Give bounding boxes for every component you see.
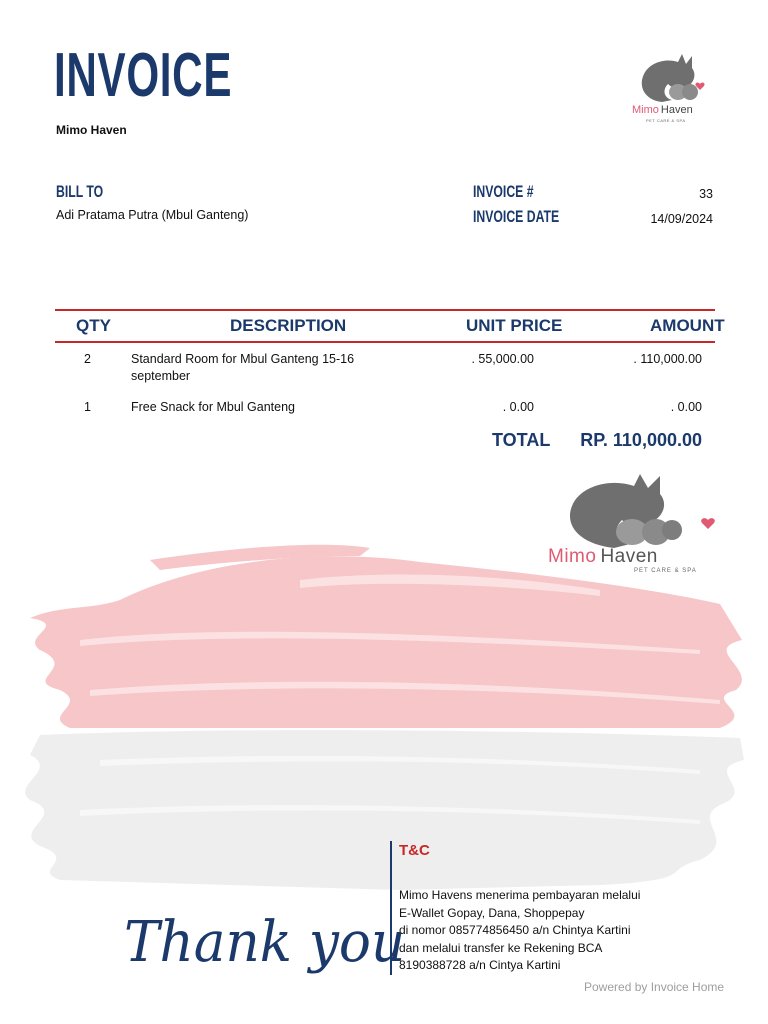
company-name: Mimo Haven bbox=[56, 123, 127, 137]
column-header-unit-price: UNIT PRICE bbox=[466, 316, 563, 335]
invoice-date: 14/09/2024 bbox=[650, 212, 713, 226]
table-header-rule bbox=[55, 341, 715, 343]
column-header-qty: QTY bbox=[76, 316, 111, 335]
invoice-date-label: INVOICE DATE bbox=[473, 207, 560, 226]
terms-body bbox=[399, 887, 640, 975]
invoice-number-label: INVOICE # bbox=[473, 182, 534, 201]
cat-logo-icon bbox=[544, 472, 720, 552]
row-description: Standard Room for Mbul Ganteng 15-16 bbox=[131, 352, 355, 366]
terms-line: 8190388728 a/n Cintya Kartini bbox=[399, 958, 561, 972]
row-qty: 1 bbox=[84, 400, 91, 414]
table-top-rule bbox=[55, 309, 715, 311]
invoice-title: INVOICE bbox=[54, 41, 233, 110]
logo-tagline: PET CARE & SPA bbox=[634, 568, 697, 574]
logo-brand-part1: Mimo bbox=[632, 104, 659, 116]
logo-tagline: PET CARE & SPA bbox=[646, 118, 686, 123]
invoice-number: 33 bbox=[699, 187, 713, 201]
row-description: Free Snack for Mbul Ganteng bbox=[131, 400, 295, 414]
terms-line: E-Wallet Gopay, Dana, Shoppepay bbox=[399, 905, 585, 920]
cat-logo-icon bbox=[628, 50, 712, 106]
column-header-amount: AMOUNT bbox=[650, 316, 725, 335]
thank-you-script: Thank you bbox=[124, 910, 406, 975]
bill-to-name: Adi Pratama Putra (Mbul Ganteng) bbox=[56, 208, 249, 222]
bill-to-label: BILL TO bbox=[56, 182, 104, 201]
terms-heading: T&C bbox=[399, 842, 430, 859]
row-amount: . 110,000.00 bbox=[633, 352, 702, 366]
powered-by-link[interactable]: Powered by Invoice Home bbox=[584, 980, 725, 994]
row-amount: . 0.00 bbox=[670, 400, 702, 414]
logo-large bbox=[544, 472, 720, 576]
row-qty: 2 bbox=[84, 352, 91, 366]
logo-brand-part2: Haven bbox=[660, 104, 693, 116]
row-description-cont: september bbox=[131, 369, 191, 383]
terms-line: Mimo Havens menerima pembayaran melalui bbox=[399, 888, 641, 902]
row-unit-price: . 0.00 bbox=[502, 400, 534, 414]
logo-brand-part2: Haven bbox=[600, 546, 658, 567]
logo-small bbox=[628, 50, 712, 124]
logo-brand-part1: Mimo bbox=[548, 546, 597, 567]
total-label: TOTAL bbox=[492, 430, 551, 450]
row-unit-price: . 55,000.00 bbox=[471, 352, 534, 366]
column-header-description: DESCRIPTION bbox=[230, 316, 347, 335]
terms-line: dan melalui transfer ke Rekening BCA bbox=[399, 940, 603, 955]
terms-line: di nomor 085774856450 a/n Chintya Kartini bbox=[399, 923, 631, 937]
total-value: RP. 110,000.00 bbox=[580, 430, 702, 450]
